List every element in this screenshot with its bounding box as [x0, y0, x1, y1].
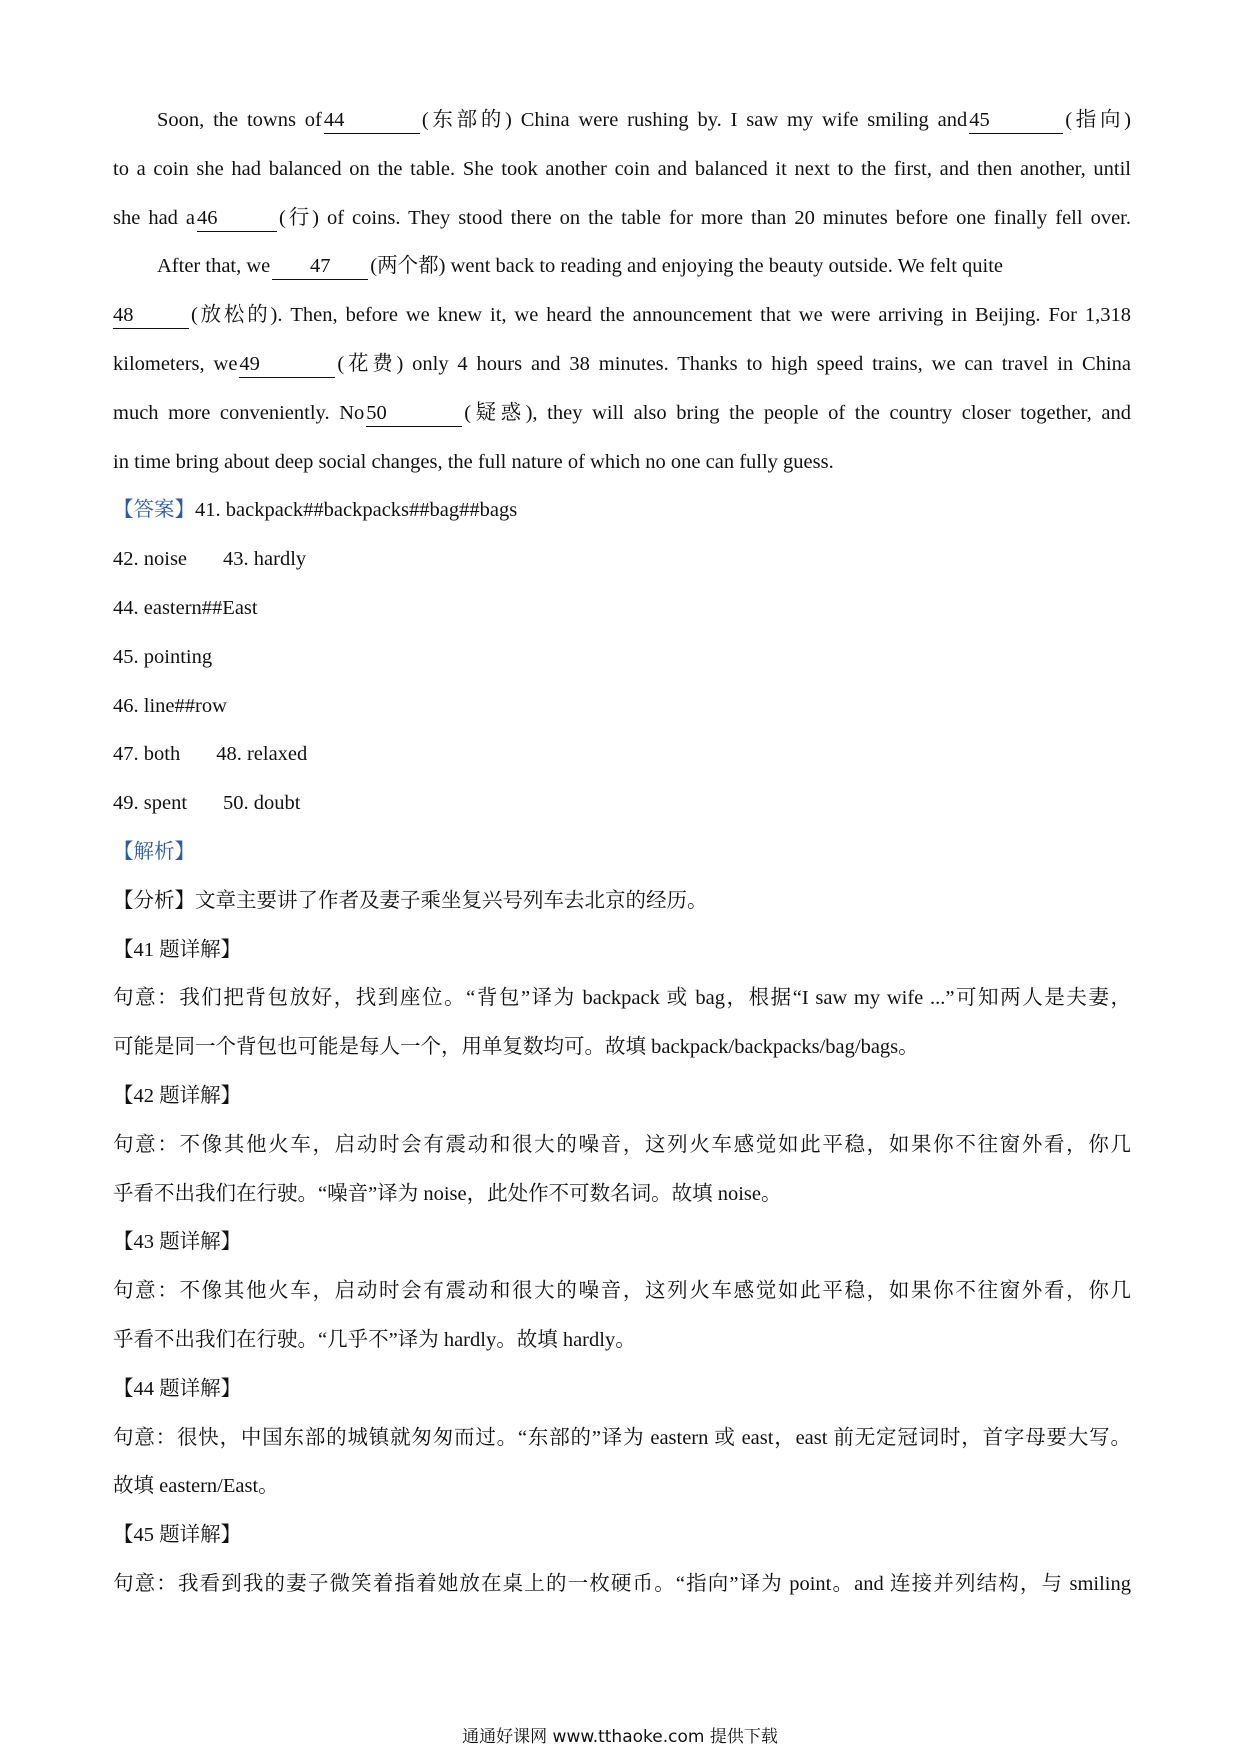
- answer-42: 42. noise: [113, 548, 188, 571]
- q43-heading: 【43 题详解】: [113, 1231, 242, 1254]
- answer-44: 44. eastern##East: [113, 596, 258, 619]
- passage-line-7: much more conveniently. No50 (疑惑), they will also bring the people of the country closer together, and: [113, 389, 1131, 438]
- q45-heading: 【45 题详解】: [113, 1524, 242, 1547]
- blank-45: 45: [969, 109, 1063, 134]
- q42-heading: 【42 题详解】: [113, 1084, 242, 1107]
- passage-line-2: to a coin she had balanced on the table. She took another coin and balanced it next to the first, and then another, until: [113, 157, 1131, 180]
- q43-explanation-line-1: 句意：不像其他火车，启动时会有震动和很大的噪音，这列火车感觉如此平稳，如果你不往窗外看，你几: [113, 1280, 1131, 1303]
- q41-heading: 【41 题详解】: [113, 938, 242, 961]
- text: (指向): [1065, 109, 1131, 131]
- blank-47: 47: [272, 255, 368, 280]
- blank-48: 48: [113, 304, 189, 329]
- q42-explanation-line-2: 乎看不出我们在行驶。“噪音”译为 noise，此处作不可数名词。故填 noise。: [113, 1182, 782, 1205]
- blank-50: 50: [366, 402, 462, 427]
- answer-row-42-43: [113, 535, 1131, 584]
- blank-46: 46: [197, 207, 277, 232]
- q43-explanation-line-2: 乎看不出我们在行驶。“几乎不”译为 hardly。故填 hardly。: [113, 1328, 636, 1351]
- blank-49: 49: [239, 353, 335, 378]
- text: Soon, the towns of: [157, 109, 322, 131]
- document-page: [113, 96, 1131, 1609]
- passage-line-8: in time bring about deep social changes, the full nature of which no one can fully guess.: [113, 450, 834, 473]
- answer-41: 【答案】41. backpack##backpacks##bag##bags: [113, 499, 518, 522]
- analysis-tag: 【解析】: [113, 840, 195, 863]
- answer-row-49-50: [113, 779, 1131, 828]
- passage-line-1: [113, 96, 1131, 145]
- text: (东部的) China were rushing by. I saw my wife smiling and: [421, 109, 968, 131]
- answer-43: 43. hardly: [223, 548, 307, 571]
- answer-47: 47. both: [113, 743, 181, 766]
- answer-49: 49. spent: [113, 792, 188, 815]
- q45-explanation-line-1: 句意：我看到我的妻子微笑着指着她放在桌上的一枚硬币。“指向”译为 point。and 连接并列结构，与 smiling: [113, 1572, 1131, 1595]
- passage-line-5: 48 (放松的). Then, before we knew it, we heard the announcement that we were arriving in Beijing. For 1,318: [113, 291, 1131, 340]
- blank-44: 44: [324, 109, 420, 134]
- passage-line-4: After that, we 47 (两个都) went back to reading and enjoying the beauty outside. We felt quite: [113, 242, 1131, 291]
- answer-45: 45. pointing: [113, 645, 213, 668]
- page-footer: 通通好课网 www.tthaoke.com 提供下载: [462, 1727, 778, 1747]
- answer-48: 48. relaxed: [216, 743, 308, 766]
- q41-explanation-line-2: 可能是同一个背包也可能是每人一个，用单复数均可。故填 backpack/backpacks/bag/bags。: [113, 1036, 919, 1059]
- q44-explanation-line-1: 句意：很快，中国东部的城镇就匆匆而过。“东部的”译为 eastern 或 east，east 前无定冠词时，首字母要大写。: [113, 1426, 1131, 1449]
- passage-line-6: kilometers, we49 (花费) only 4 hours and 38 minutes. Thanks to high speed trains, we can travel in China: [113, 340, 1131, 389]
- q44-explanation-line-2: 故填 eastern/East。: [113, 1475, 279, 1498]
- answer-46: 46. line##row: [113, 694, 227, 717]
- q44-heading: 【44 题详解】: [113, 1377, 242, 1400]
- q41-explanation-line-1: 句意：我们把背包放好，找到座位。“背包”译为 backpack 或 bag，根据“I saw my wife ...”可知两人是夫妻，: [113, 987, 1131, 1010]
- answer-row-47-48: [113, 730, 1131, 779]
- answer-50: 50. doubt: [223, 792, 301, 815]
- q42-explanation-line-1: 句意：不像其他火车，启动时会有震动和很大的噪音，这列火车感觉如此平稳，如果你不往窗外看，你几: [113, 1133, 1131, 1156]
- passage-line-3: she had a46 (行) of coins. They stood there on the table for more than 20 minutes before one finally fell over.: [113, 194, 1131, 243]
- analysis-summary: 【分析】文章主要讲了作者及妻子乘坐复兴号列车去北京的经历。: [113, 889, 708, 912]
- answer-tag: 【答案】: [113, 499, 195, 522]
